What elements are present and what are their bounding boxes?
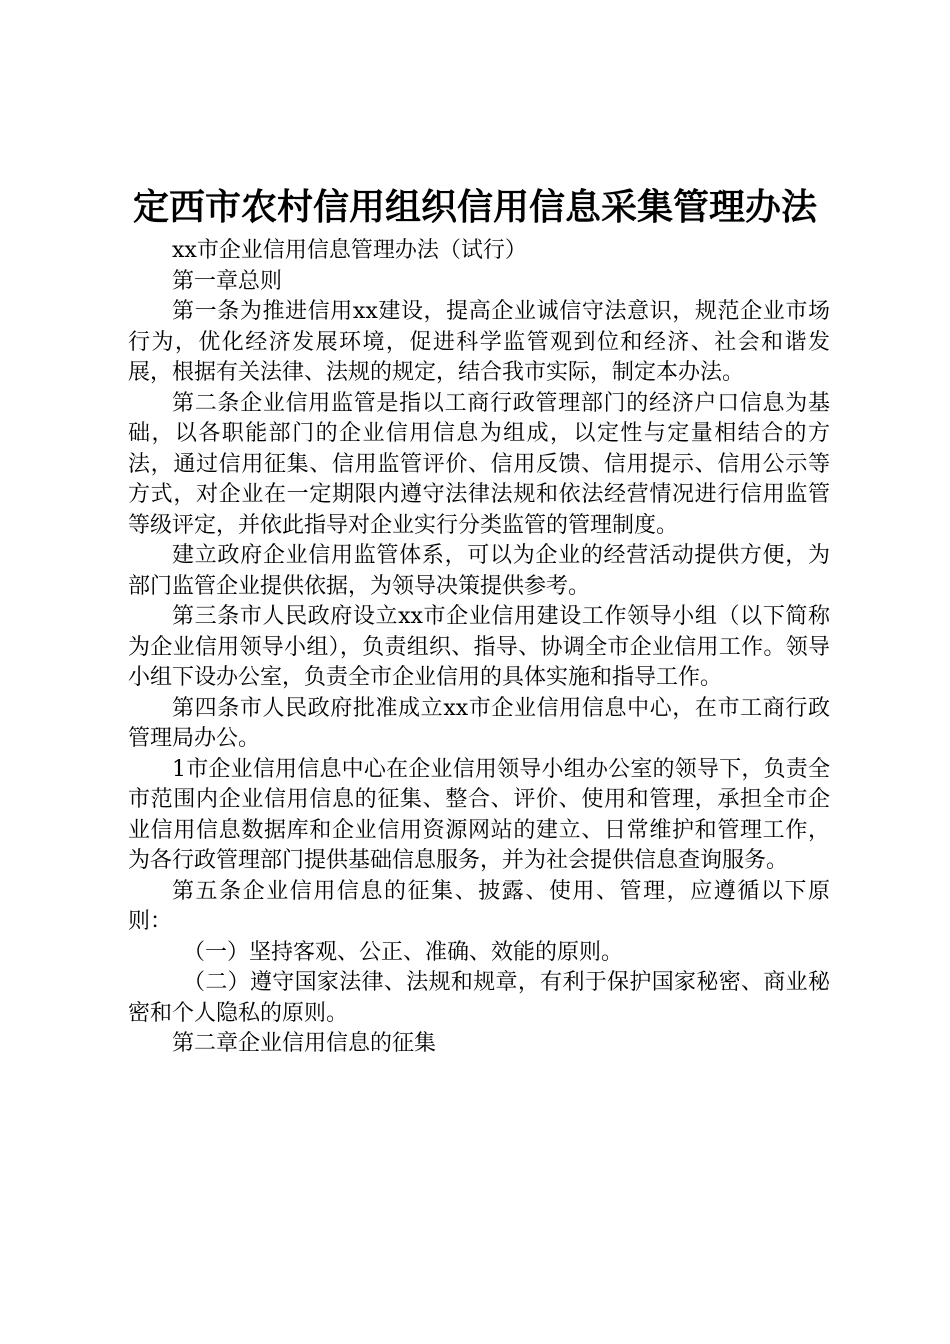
subtitle-paragraph: xx市企业信用信息管理办法（试行） bbox=[172, 238, 527, 263]
body-paragraph: 1市企业信用信息中心在企业信用领导小组办公室的领导下，负责全市范围内企业信用信息的征集、整合、评价、使用和管理，承担全市企业信用信息数据库和企业信用资源网站的建立、日常维护和管理工作，为各行政管理部门提供基础信息服务，并为社会提供信息查询服务。 bbox=[128, 756, 830, 873]
article-paragraph: 第四条市人民政府批准成立xx市企业信用信息中心，在市工商行政管理局办公。 bbox=[128, 695, 830, 751]
document-body bbox=[128, 236, 830, 1060]
article-paragraph: 第三条市人民政府设立xx市企业信用建设工作领导小组（以下简称为企业信用领导小组），负责组织、指导、协调全市企业信用工作。领导小组下设办公室，负责全市企业信用的具体实施和指导工作。 bbox=[128, 604, 830, 690]
article-paragraph: 第五条企业信用信息的征集、披露、使用、管理，应遵循以下原则： bbox=[128, 878, 830, 934]
list-item-paragraph: （一）坚持客观、公正、准确、效能的原则。 bbox=[183, 939, 624, 965]
chapter-heading: 第一章总则 bbox=[172, 268, 283, 294]
body-paragraph: 建立政府企业信用监管体系，可以为企业的经营活动提供方便，为部门监管企业提供依据，为领导决策提供参考。 bbox=[128, 543, 830, 599]
chapter-heading: 第二章企业信用信息的征集 bbox=[172, 1031, 437, 1056]
article-paragraph: 第二条企业信用监管是指以工商行政管理部门的经济户口信息为基础，以各职能部门的企业信用信息为组成，以定性与定量相结合的方法，通过信用征集、信用监管评价、信用反馈、信用提示、信用公示等方式，对企业在一定期限内遵守法律法规和依法经营情况进行信用监管等级评定，并依此指导对企业实行分类监管的管理制度。 bbox=[128, 390, 830, 538]
list-item-paragraph: （二）遵守国家法律、法规和规章，有利于保护国家秘密、商业秘密和个人隐私的原则。 bbox=[128, 970, 830, 1026]
document-title: 定西市农村信用组织信用信息采集管理办法 bbox=[132, 187, 817, 228]
article-paragraph: 第一条为推进信用xx建设，提高企业诚信守法意识，规范企业市场行为，优化经济发展环境，促进科学监管观到位和经济、社会和谐发展，根据有关法律、法规的规定，结合我市实际，制定本办法。 bbox=[128, 299, 830, 385]
